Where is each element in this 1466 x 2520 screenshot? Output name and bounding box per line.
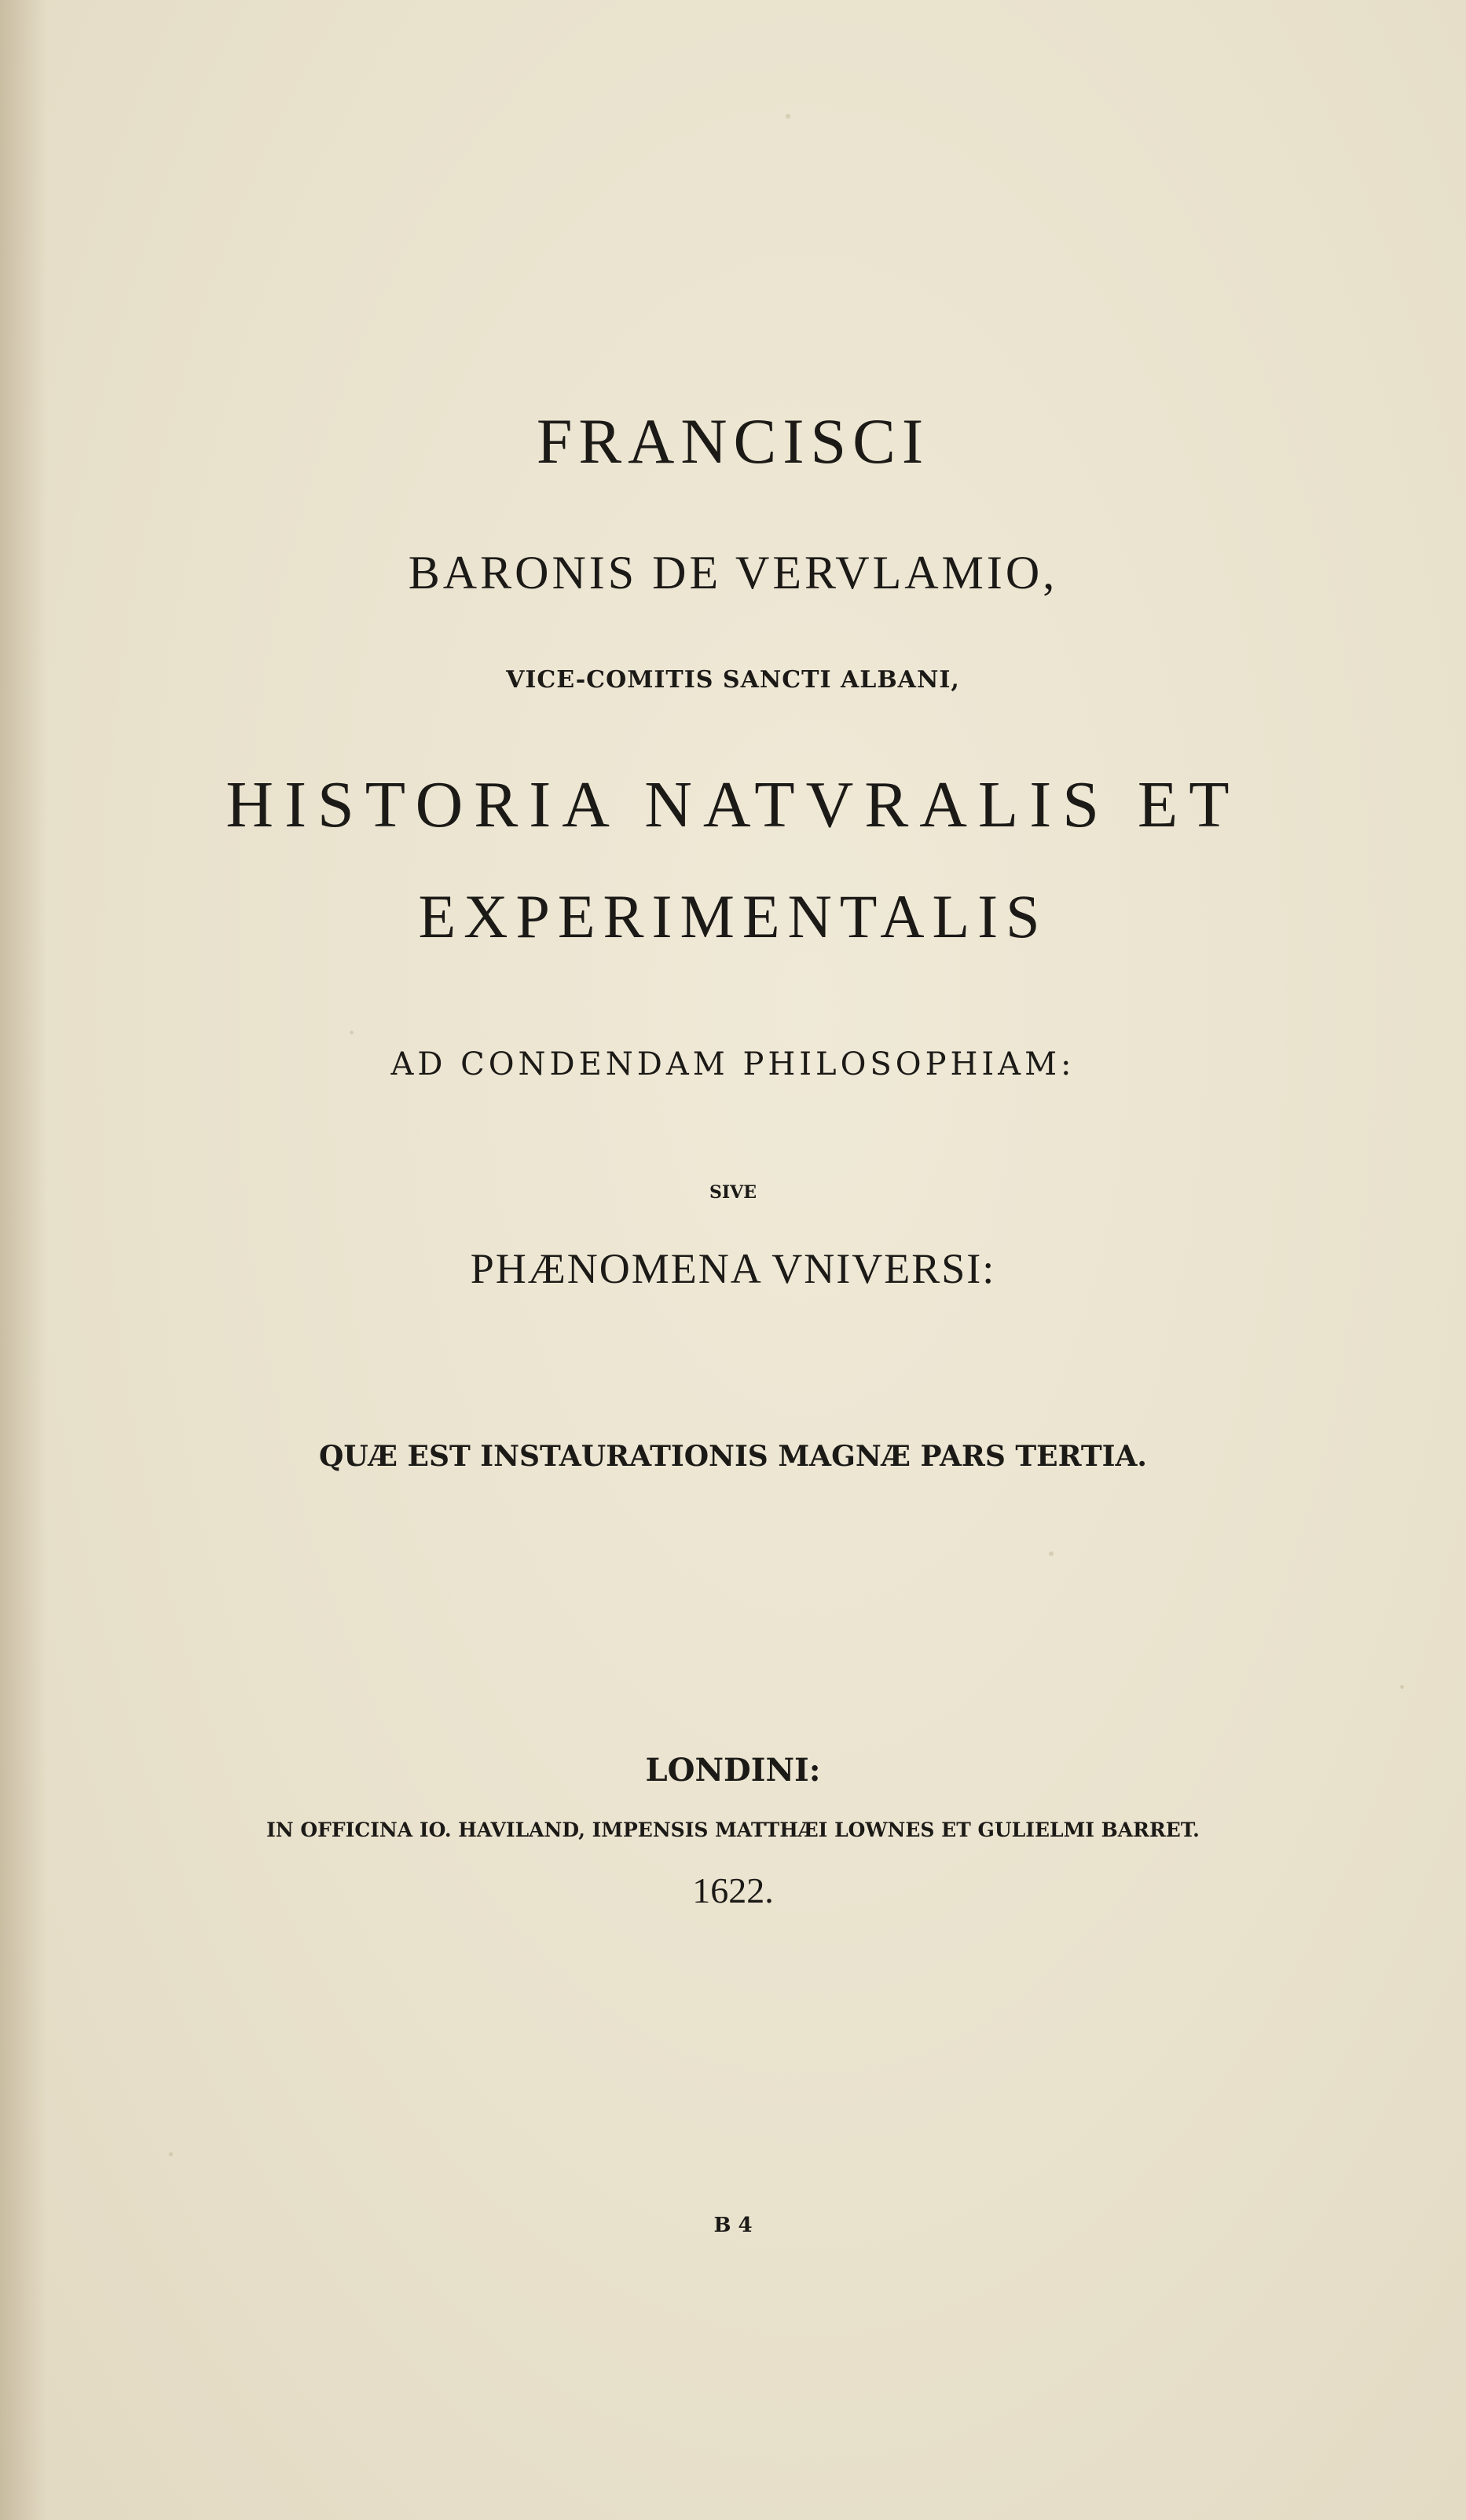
imprint-printer: IN OFFICINA IO. HAVILAND, IMPENSIS MATTHÆI LOWNES ET GULIELMI BARRET. [266,1819,1200,1841]
paper-speck [1400,1685,1404,1689]
title-description: QUÆ EST INSTAURATIONIS MAGNÆ PARS TERTIA. [319,1440,1147,1473]
paper-speck [350,1031,354,1035]
main-title-line-2: EXPERIMENTALIS [418,882,1048,950]
signature-mark: B 4 [713,2214,753,2237]
paper-speck [786,114,790,119]
author-first-name: FRANCISCI [536,405,930,477]
author-subtitle: VICE-COMITIS SANCTI ALBANI, [506,666,960,694]
title-connector: SIVE [709,1182,757,1203]
main-title-line-1: HISTORIA NATVRALIS ET [225,768,1241,841]
main-title-line-3: AD CONDENDAM PHILOSOPHIAM: [390,1046,1076,1082]
paper-speck [1049,1551,1054,1556]
imprint-place: LONDINI: [645,1752,821,1789]
imprint-year: 1622. [692,1870,774,1910]
paper-speck [169,2152,173,2156]
author-title: BARONIS DE VERVLAMIO, [408,547,1058,599]
alternate-title: PHÆNOMENA VNIVERSI: [470,1245,996,1292]
